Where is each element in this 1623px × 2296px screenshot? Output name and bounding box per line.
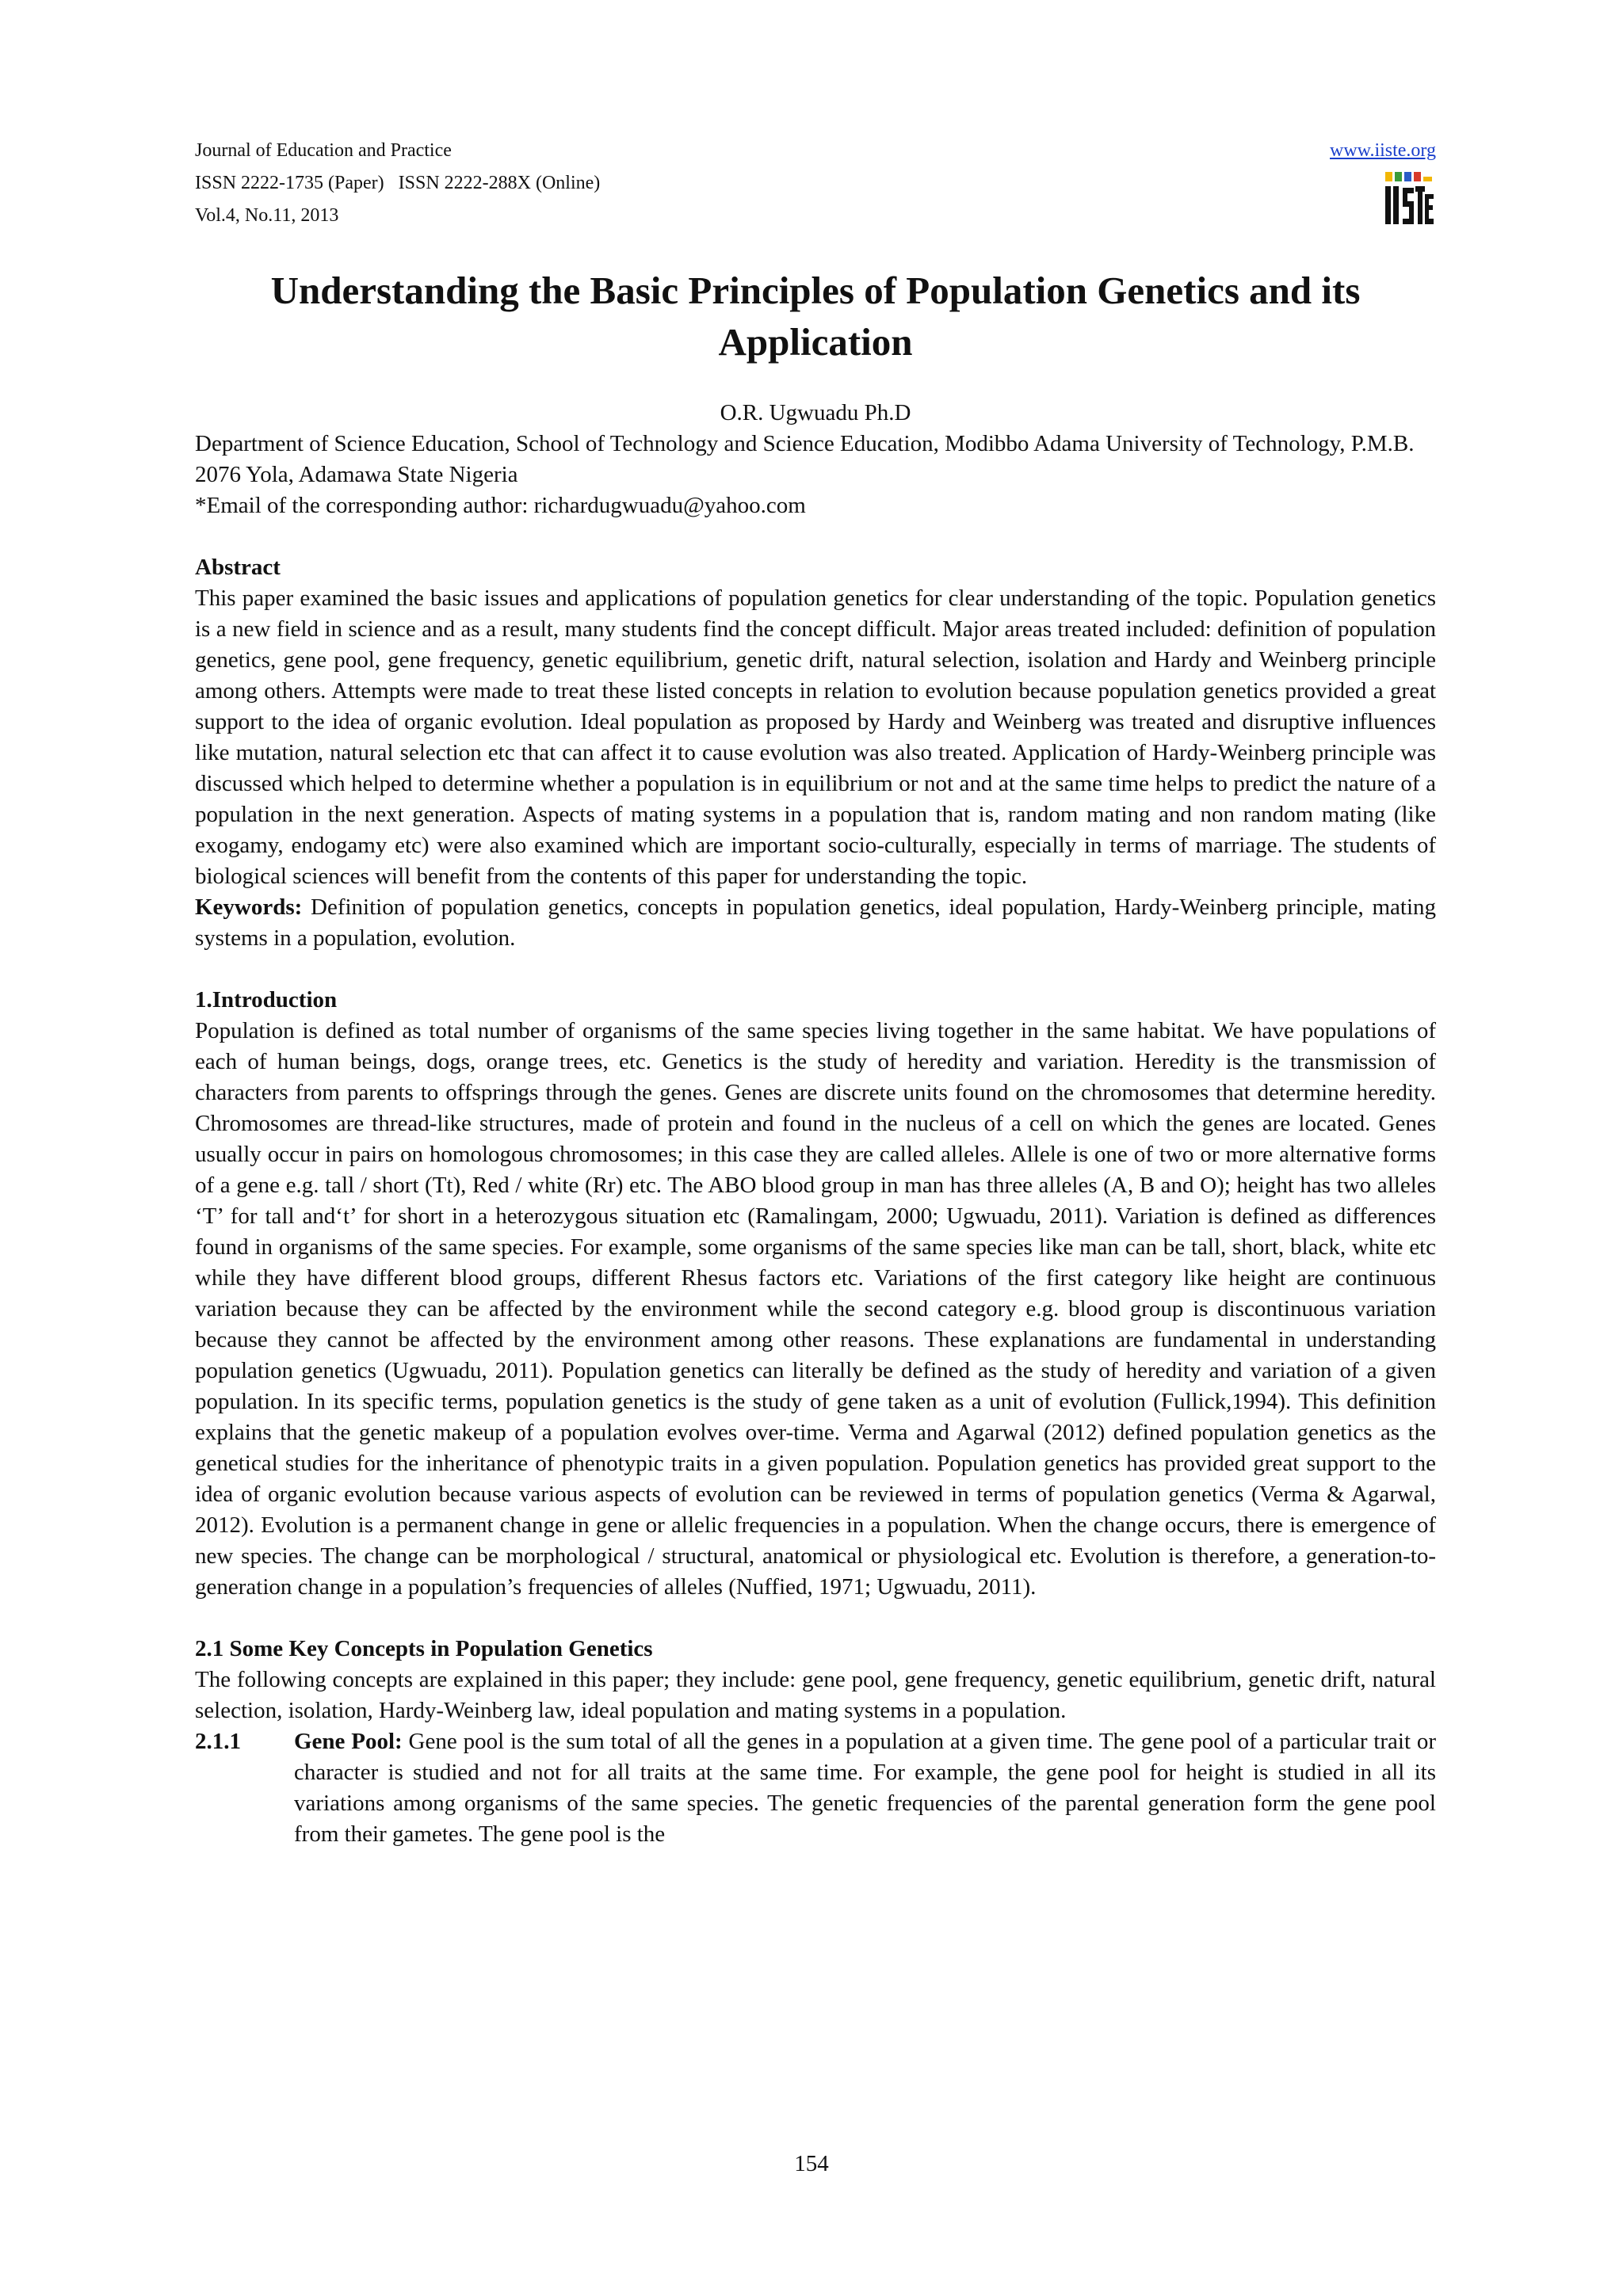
introduction-section — [195, 985, 1436, 1603]
website-link[interactable]: www.iiste.org — [1330, 140, 1436, 161]
author-name: O.R. Ugwuadu Ph.D — [720, 400, 911, 425]
page-number: 154 — [794, 2151, 829, 2176]
journal-header — [195, 135, 1436, 238]
key-concepts-intro: The following concepts are explained in this paper; they include: gene pool, gene frequency, genetic equilibrium, genetic drift, natural selection, isolation, Hardy-Weinberg law, ideal population and mating systems in a population. — [195, 1667, 1436, 1723]
keywords-text: Definition of population genetics, concepts in population genetics, ideal population, Hardy-Weinberg principle, mating systems in a population, evolution. — [195, 894, 1437, 951]
concept-term: Gene Pool: — [294, 1729, 403, 1754]
journal-volume: Vol.4, No.11, 2013 — [195, 205, 339, 226]
author-email: *Email of the corresponding author: richardugwuadu@yahoo.com — [195, 493, 806, 518]
author-affiliation: Department of Science Education, School of Technology and Science Education, Modibbo Adama University of Technology, P.M.B. 2076 Yola, Adamawa State Nigeria — [195, 431, 1415, 487]
journal-header-right — [1330, 135, 1436, 240]
concept-text: Gene pool is the sum total of all the genes in a population at a given time. The gene pool of a particular trait or character is studied and not for all traits at the same time. For example, the gene pool for height is studied in all its variations among organisms of the same species. The genetic frequencies of the parental generation form the gene pool from their gametes. The gene pool is the — [294, 1729, 1437, 1847]
paper-page — [195, 135, 1436, 1850]
abstract-text: This paper examined the basic issues and applications of population genetics for clear understanding of the topic. Population genetics is a new field in science and as a result, many students find the concept difficult. Major areas treated included: definition of population genetics, gene pool, gene frequency, genetic equilibrium, genetic drift, natural selection, isolation and Hardy and Weinberg principle among others. Attempts were made to treat these listed concepts in relation to evolution because population genetics provided a great support to the idea of organic evolution. Ideal population as proposed by Hardy and Weinberg was treated and disruptive influences like mutation, natural selection etc that can affect it to cause evolution was also treated. Application of Hardy-Weinberg principle was discussed which helped to determine whether a population is in equilibrium or not and at the same time helps to predict the nature of a population in the next generation. Aspects of mating systems in a population that is, random mating and non random mating (like exogamy, endogamy etc) were also examined which are important socio-culturally, especially in terms of marriage. The students of biological sciences will benefit from the contents of this paper for understanding the topic. — [195, 585, 1436, 889]
introduction-text: Population is defined as total number of organisms of the same species living together in the same habitat. We have populations of each of human beings, dogs, orange trees, etc. Genetics is the study of heredity and variation. Heredity is the transmission of characters from parents to offsprings through the genes. Genes are discrete units found on the chromosomes that determine heredity. Chromosomes are thread-like structures, made of protein and found in the nucleus of a cell on which the genes are located. Genes usually occur in pairs on homologous chromosomes; in this case they are called alleles. Allele is one of two or more alternative forms of a gene e.g. tall / short (Tt), Red / white (Rr) etc. The ABO blood group in man has three alleles (A, B and O); height has two alleles ‘T’ for tall and‘t’ for short in a heterozygous situation etc (Ramalingam, 2000; Ugwuadu, 2011). Variation is defined as differences found in organisms of the same species. For example, some organisms of the same species like man can be tall, short, black, white etc while they have different blood groups, different Rhesus factors etc. Variations of the first category like height are continuous variation because they can be affected by the environment while the second category e.g. blood group is discontinuous variation because they cannot be affected by the environment among other reasons. These explanations are fundamental in understanding population genetics (Ugwuadu, 2011). Population genetics can literally be defined as the study of heredity and variation of a given population. In its specific terms, population genetics is the study of gene taken as a unit of evolution (Fullick,1994). This definition explains that the genetic makeup of a population evolves over-time. Verma and Agarwal (2012) defined population genetics as the genetical studies for the inheritance of phenotypic traits in a given population. Population genetics has provided great support to the idea of organic evolution because various aspects of evolution can be reviewed in terms of population genetics (Verma & Agarwal, 2012). Evolution is a permanent change in gene or allelic frequencies in a population. When the change occurs, there is emergence of new species. The change can be morphological / structural, anatomical or physiological etc. Evolution is therefore, a generation-to-generation change in a population’s frequencies of alleles (Nuffied, 1971; Ugwuadu, 2011). — [195, 1018, 1436, 1600]
introduction-heading: 1.Introduction — [195, 987, 338, 1013]
iiste-logo-graphic — [1384, 170, 1436, 229]
journal-name: Journal of Education and Practice — [195, 140, 452, 161]
concept-number: 2.1.1 — [195, 1729, 241, 1754]
keywords-paragraph — [195, 892, 1436, 954]
paper-title: Understanding the Basic Principles of Population Genetics and its Application — [270, 269, 1361, 364]
abstract-heading: Abstract — [195, 555, 281, 580]
journal-issn: ISSN 2222-1735 (Paper) ISSN 2222-288X (Online) — [195, 173, 601, 193]
keywords-label: Keywords: — [195, 894, 303, 920]
key-concepts-section — [195, 1634, 1436, 1850]
abstract-section — [195, 552, 1436, 954]
author-block — [195, 398, 1436, 521]
concept-item-gene-pool — [195, 1726, 1436, 1850]
iiste-logo — [1384, 170, 1436, 229]
journal-info — [195, 135, 1436, 232]
key-concepts-heading: 2.1 Some Key Concepts in Population Genetics — [195, 1636, 653, 1661]
